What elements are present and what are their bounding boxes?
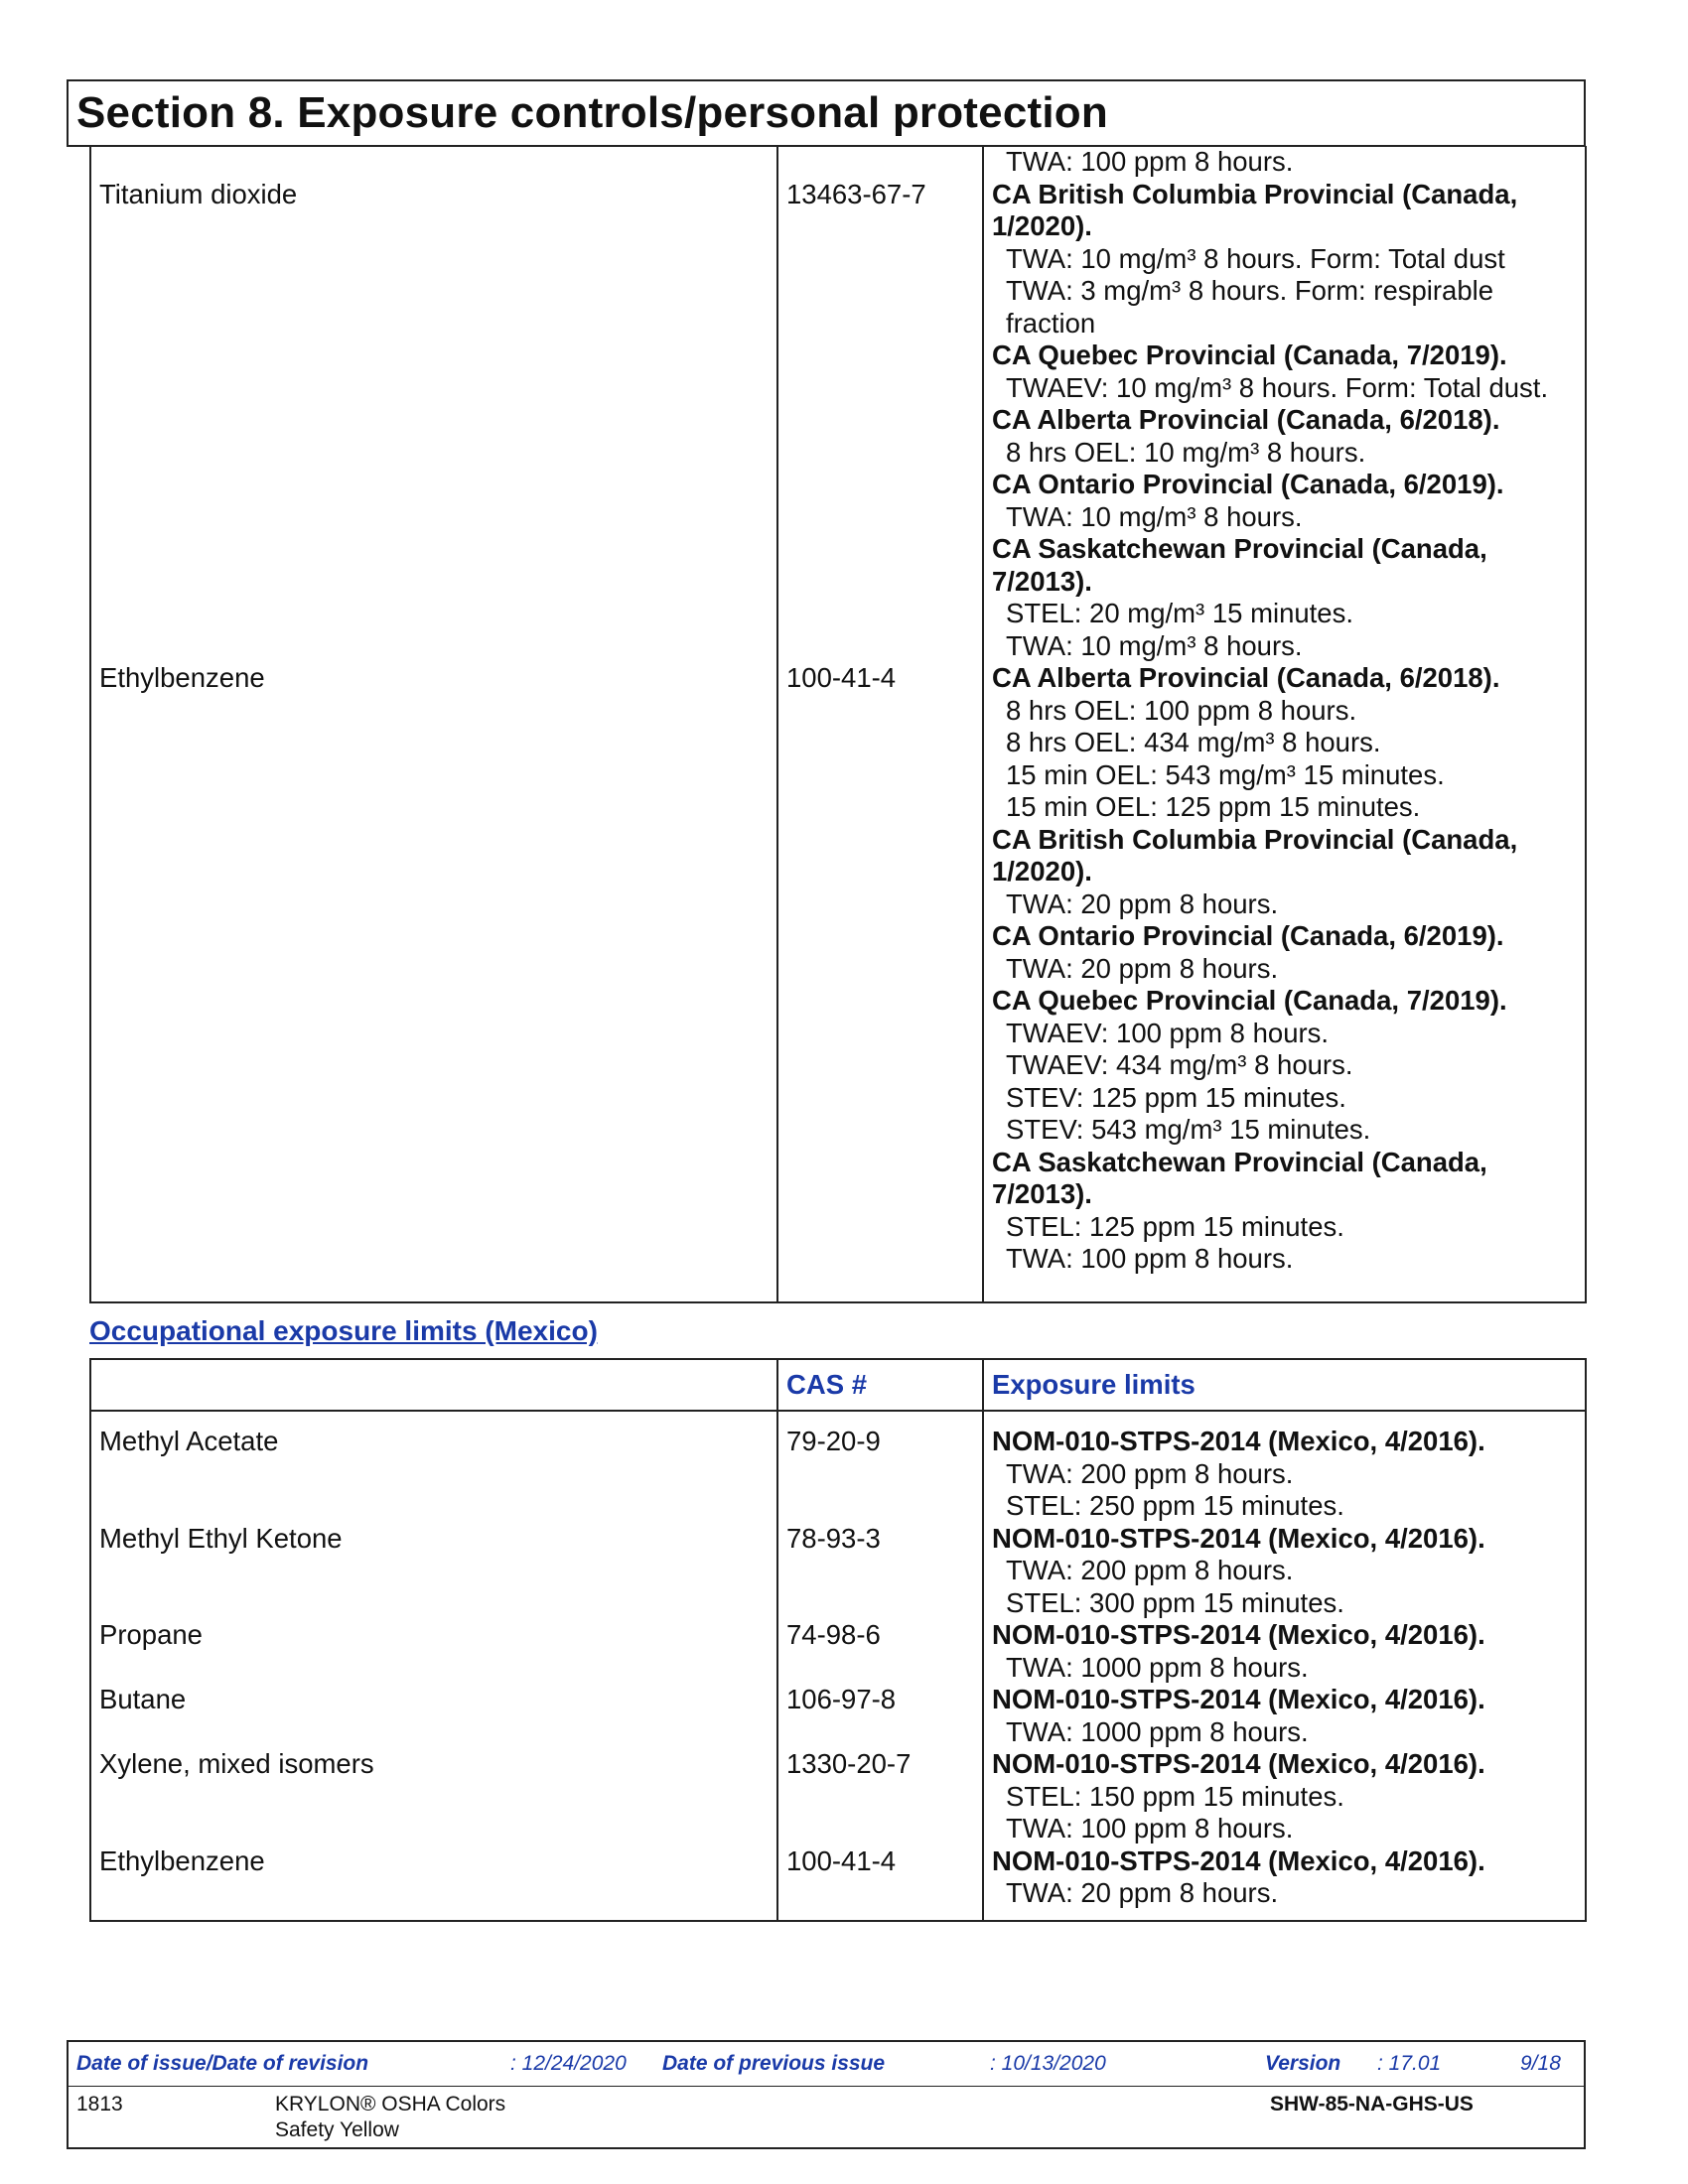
section-title: Section 8. Exposure controls/personal protection	[67, 79, 1586, 147]
limit-entry	[992, 824, 1577, 921]
limit-entry	[992, 1684, 1577, 1748]
limit-authority: CA Saskatchewan Provincial (Canada, 7/2013).	[992, 533, 1487, 597]
cas-number: 1330-20-7	[777, 1748, 983, 1845]
previous-issue-value: : 10/13/2020	[990, 2052, 1106, 2075]
table-header-row	[90, 1359, 1586, 1411]
table-row	[90, 1748, 1586, 1845]
limit-authority: NOM-010-STPS-2014 (Mexico, 4/2016).	[992, 1748, 1485, 1779]
cas-number: 13463-67-7	[777, 179, 983, 663]
exposure-limits	[983, 179, 1586, 663]
limit-entry	[992, 469, 1577, 533]
limit-value: TWA: 1000 ppm 8 hours.	[1006, 1651, 1309, 1683]
limit-value: TWA: 200 ppm 8 hours.	[1006, 1457, 1294, 1489]
limit-value: TWA: 3 mg/m³ 8 hours. Form: respirable fraction	[1006, 275, 1494, 339]
table-row	[90, 1523, 1586, 1620]
limit-authority: CA Alberta Provincial (Canada, 6/2018).	[992, 662, 1500, 693]
limit-value: TWAEV: 100 ppm 8 hours.	[1006, 1017, 1330, 1048]
limit-value: TWA: 100 ppm 8 hours.	[1006, 1243, 1294, 1274]
limit-authority: CA British Columbia Provincial (Canada, 1/2020).	[992, 178, 1518, 241]
table-row	[90, 146, 1586, 179]
page-footer	[67, 2040, 1586, 2149]
limit-value: 8 hrs OEL: 434 mg/m³ 8 hours.	[1006, 727, 1381, 757]
limit-value: STEL: 20 mg/m³ 15 minutes.	[1006, 598, 1353, 628]
table-row	[90, 1684, 1586, 1748]
header-cas: CAS #	[777, 1359, 983, 1411]
exposure-limits	[983, 1845, 1586, 1921]
table-row	[90, 179, 1586, 663]
table-row	[90, 662, 1586, 1302]
cas-number: 74-98-6	[777, 1619, 983, 1684]
document-code: SHW-85-NA-GHS-US	[1270, 2093, 1474, 2116]
limit-value: TWA: 10 mg/m³ 8 hours.	[1006, 500, 1303, 532]
limit-value: 8 hrs OEL: 10 mg/m³ 8 hours.	[1006, 436, 1366, 468]
exposure-limits	[983, 1684, 1586, 1748]
exposure-limits	[983, 1619, 1586, 1684]
substance-name: Titanium dioxide	[90, 179, 777, 663]
spacer-cell	[777, 1411, 983, 1426]
limit-authority: NOM-010-STPS-2014 (Mexico, 4/2016).	[992, 1844, 1485, 1876]
limit-value: STEV: 543 mg/m³ 15 minutes.	[1006, 1114, 1371, 1145]
limit-authority: NOM-010-STPS-2014 (Mexico, 4/2016).	[992, 1619, 1485, 1650]
limit-authority: CA Alberta Provincial (Canada, 6/2018).	[992, 404, 1500, 435]
limit-value: 8 hrs OEL: 100 ppm 8 hours.	[1006, 694, 1357, 726]
exposure-limits	[983, 1426, 1586, 1523]
limit-entry	[992, 1748, 1577, 1845]
limit-value: STEL: 150 ppm 15 minutes.	[1006, 1780, 1344, 1812]
limit-entry	[992, 662, 1577, 824]
product-name-line2: Safety Yellow	[275, 2118, 399, 2141]
limit-value: STEV: 125 ppm 15 minutes.	[1006, 1081, 1346, 1113]
limit-value: TWAEV: 434 mg/m³ 8 hours.	[1006, 1049, 1353, 1080]
limit-entry	[992, 1845, 1577, 1910]
limit-value: 15 min OEL: 125 ppm 15 minutes.	[1006, 791, 1421, 822]
substance-name: Ethylbenzene	[90, 1845, 777, 1921]
limit-entry	[992, 179, 1577, 341]
version-value: : 17.01	[1377, 2052, 1442, 2075]
limit-authority: NOM-010-STPS-2014 (Mexico, 4/2016).	[992, 1684, 1485, 1714]
previous-issue-label: Date of previous issue	[662, 2052, 886, 2075]
header-limits: Exposure limits	[983, 1359, 1586, 1411]
limit-entry	[992, 146, 1577, 179]
limit-value: TWA: 100 ppm 8 hours.	[1006, 1813, 1294, 1843]
exposure-limits	[983, 1748, 1586, 1845]
limit-authority: CA British Columbia Provincial (Canada, 1/2020).	[992, 823, 1518, 887]
limit-entry	[992, 1523, 1577, 1620]
limit-authority: CA Quebec Provincial (Canada, 7/2019).	[992, 340, 1507, 370]
header-name	[90, 1359, 777, 1411]
limit-value: STEL: 250 ppm 15 minutes.	[1006, 1490, 1344, 1521]
limit-value: TWA: 20 ppm 8 hours.	[1006, 952, 1279, 984]
substance-name: Xylene, mixed isomers	[90, 1748, 777, 1845]
cas-number: 100-41-4	[777, 662, 983, 1302]
substance-name	[90, 146, 777, 179]
table-row	[90, 1845, 1586, 1921]
issue-date-value: : 12/24/2020	[510, 2052, 627, 2075]
exposure-limits	[983, 1523, 1586, 1620]
substance-name: Methyl Acetate	[90, 1426, 777, 1523]
cas-number: 106-97-8	[777, 1684, 983, 1748]
mexico-section-title[interactable]: Occupational exposure limits (Mexico)	[89, 1315, 598, 1346]
limit-authority: NOM-010-STPS-2014 (Mexico, 4/2016).	[992, 1426, 1485, 1456]
exposure-limits	[983, 662, 1586, 1302]
limit-authority: CA Saskatchewan Provincial (Canada, 7/2013).	[992, 1146, 1487, 1209]
limit-value: TWA: 200 ppm 8 hours.	[1006, 1555, 1294, 1585]
product-name-line1: KRYLON® OSHA Colors	[275, 2093, 506, 2116]
spacer-cell	[90, 1411, 777, 1426]
limit-authority: CA Quebec Provincial (Canada, 7/2019).	[992, 985, 1507, 1016]
page-number: 9/18	[1520, 2052, 1561, 2075]
substance-name: Butane	[90, 1684, 777, 1748]
limit-entry	[992, 533, 1577, 662]
spacer-row	[90, 1411, 1586, 1426]
limit-value: STEL: 300 ppm 15 minutes.	[1006, 1586, 1344, 1618]
limit-value: TWA: 20 ppm 8 hours.	[1006, 887, 1279, 919]
mexico-limits-table	[89, 1358, 1587, 1922]
issue-date-label: Date of issue/Date of revision	[76, 2052, 369, 2075]
cas-number: 79-20-9	[777, 1426, 983, 1523]
cas-number	[777, 146, 983, 179]
substance-name: Methyl Ethyl Ketone	[90, 1523, 777, 1620]
table-row	[90, 1426, 1586, 1523]
spacer-cell	[983, 1411, 1586, 1426]
limit-value: TWAEV: 10 mg/m³ 8 hours. Form: Total dust.	[1006, 371, 1549, 403]
limit-value: TWA: 10 mg/m³ 8 hours.	[1006, 629, 1303, 661]
limit-value: TWA: 1000 ppm 8 hours.	[1006, 1715, 1309, 1747]
cas-number: 78-93-3	[777, 1523, 983, 1620]
limit-value: STEL: 125 ppm 15 minutes.	[1006, 1210, 1344, 1242]
version-label: Version	[1265, 2052, 1341, 2075]
exposure-limits	[983, 146, 1586, 179]
limit-entry	[992, 985, 1577, 1147]
limit-value: TWA: 10 mg/m³ 8 hours. Form: Total dust	[1006, 242, 1505, 274]
substance-name: Ethylbenzene	[90, 662, 777, 1302]
limit-authority: CA Ontario Provincial (Canada, 6/2019).	[992, 920, 1504, 951]
canada-limits-table	[89, 146, 1587, 1303]
cas-number: 100-41-4	[777, 1845, 983, 1921]
limit-entry	[992, 1147, 1577, 1276]
limit-authority: NOM-010-STPS-2014 (Mexico, 4/2016).	[992, 1522, 1485, 1554]
limit-authority: CA Ontario Provincial (Canada, 6/2019).	[992, 469, 1504, 499]
limit-entry	[992, 920, 1577, 985]
limit-entry	[992, 1619, 1577, 1684]
limit-entry	[992, 404, 1577, 469]
limit-entry	[992, 340, 1577, 404]
substance-name: Propane	[90, 1619, 777, 1684]
product-code: 1813	[76, 2093, 123, 2116]
limit-value: 15 min OEL: 543 mg/m³ 15 minutes.	[1006, 758, 1445, 790]
limit-entry	[992, 1426, 1577, 1523]
limit-value: TWA: 20 ppm 8 hours.	[1006, 1877, 1279, 1908]
limit-value: TWA: 100 ppm 8 hours.	[1006, 146, 1294, 177]
table-row	[90, 1619, 1586, 1684]
